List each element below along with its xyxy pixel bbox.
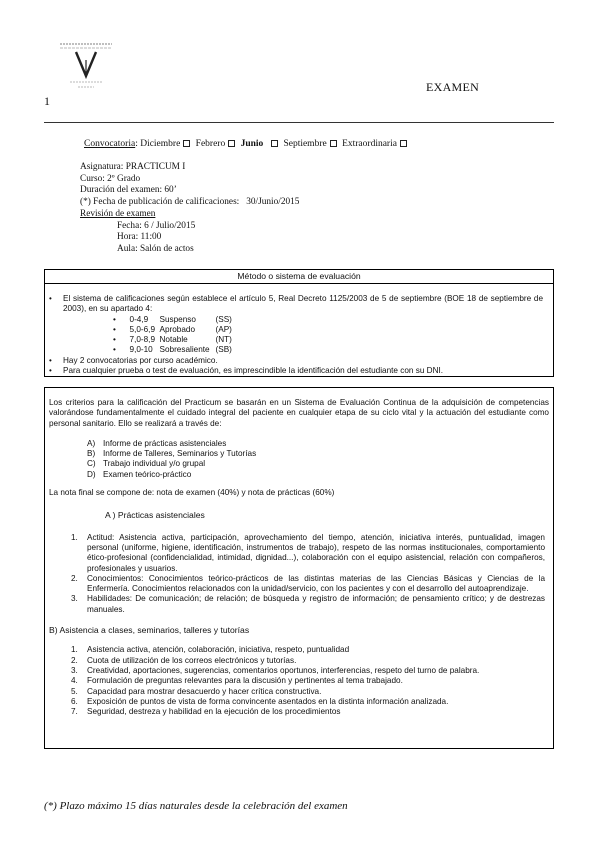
list-item: A) Informe de prácticas asistenciales bbox=[87, 438, 227, 448]
convocatorias-note: • Hay 2 convocatorias por curso académico. bbox=[63, 356, 543, 366]
publicacion-value: 30/Junio/2015 bbox=[246, 197, 300, 208]
option-diciembre: Diciembre bbox=[140, 139, 181, 149]
list-item: 7. Seguridad, destreza y habilidad en la ejecución de los procedimientos bbox=[71, 707, 341, 717]
grade-range: 0-4,9 bbox=[129, 314, 149, 324]
duracion: Duración del examen: 60’ bbox=[80, 185, 177, 196]
list-item: 3. Habilidades: De comunicación; de relación; de búsqueda y registro de información; de pensamiento crítico; y de destrezas manuales. bbox=[71, 594, 545, 614]
option-extraordinaria: Extraordinaria bbox=[342, 139, 397, 149]
exam-title: EXAMEN bbox=[426, 80, 480, 94]
revision-aula: Aula: Salón de actos bbox=[117, 243, 194, 254]
list-item: 4. Formulación de preguntas relevantes para la discusión y pertinentes al tema trabajado. bbox=[71, 676, 403, 686]
list-item: 5. Capacidad para mostrar desacuerdo y hacer crítica constructiva. bbox=[71, 686, 322, 696]
criteria-intro: Los criterios para la calificación del Practicum se basarán en un Sistema de Evaluación Continua de la adquisición de competencias valorándose fundamentalmente el cuidado integral del paciente en cualquier etapa de su ciclo vital y la actuación del estudiante como personal sanitario. Ello se realizará a través de: bbox=[49, 398, 549, 428]
list-item: C) Trabajo individual y/o grupal bbox=[87, 459, 206, 469]
publicacion bbox=[80, 197, 299, 209]
section-b-title: B) Asistencia a clases, seminarios, talleres y tutorías bbox=[49, 625, 250, 636]
grade-range: 7,0-8,9 bbox=[129, 335, 156, 345]
grade-range: 9,0-10 bbox=[129, 345, 153, 355]
option-febrero: Febrero bbox=[195, 139, 226, 149]
grade-code: (NT) bbox=[215, 335, 232, 345]
exam-info bbox=[80, 162, 299, 256]
nota-final: La nota final se compone de: nota de examen (40%) y nota de prácticas (60%) bbox=[49, 488, 335, 498]
convocatoria-label: Convocatoria bbox=[84, 139, 136, 149]
criteria-list bbox=[87, 438, 549, 480]
university-logo bbox=[58, 40, 114, 92]
header-divider bbox=[44, 122, 554, 123]
grade-row: • 0-4,9 Suspenso (SS) bbox=[113, 314, 232, 324]
grade-label: Notable bbox=[159, 335, 188, 345]
revision-fecha: Fecha: 6 / Julio/2015 bbox=[117, 220, 196, 231]
checkbox-junio[interactable] bbox=[271, 140, 278, 147]
list-item: 1. Asistencia activa, atención, colaboración, iniciativa, respeto, puntualidad bbox=[71, 645, 350, 655]
list-item: 1. Actitud: Asistencia activa, participación, aprovechamiento del tiempo, atención, iniciativa interés, puntualidad, imagen personal (uniforme, higiene, identificación, instrumentos de trabajo), respeto de las normas institucionales, comportamiento ético-profesional (confidencialidad, intimidad, dignidad...), colaboración con el equipo asistencial, relación con compañeros, profesionales y usuarios. bbox=[71, 532, 545, 573]
revision-heading: Revisión de examen bbox=[80, 208, 156, 219]
grade-code: (AP) bbox=[215, 324, 232, 334]
checkbox-diciembre[interactable] bbox=[183, 140, 190, 147]
list-item: 2. Conocimientos: Conocimientos teórico-prácticos de las distintas materias de las Ciencias Básicas y Ciencias de la Enfermería. Conocimientos relacionados con la unidad/servicio, con los pacientes y con el desarrollo del autoaprendizaje. bbox=[71, 573, 545, 594]
evaluation-title: Método o sistema de evaluación bbox=[45, 270, 553, 284]
grade-range: 5,0-6,9 bbox=[129, 324, 156, 334]
grade-code: (SS) bbox=[215, 314, 232, 324]
convocatoria-row: Convocatoria: Diciembre Febrero Junio Septiembre Extraordinaria bbox=[84, 139, 410, 149]
grade-row: • 7,0-8,9 Notable (NT) bbox=[113, 335, 232, 345]
grade-label: Sobresaliente bbox=[159, 345, 210, 355]
grade-label: Suspenso bbox=[159, 314, 196, 324]
grade-code: (SB) bbox=[215, 345, 232, 355]
list-item: 3. Creatividad, aportaciones, sugerencias, comentarios oportunos, interferencias, respeto del turno de palabra. bbox=[71, 665, 480, 675]
option-junio: Junio bbox=[240, 139, 264, 149]
evaluation-intro: • El sistema de calificaciones según establece el artículo 5, Real Decreto 1125/2003 de 5 de septiembre (BOE 18 de septiembre de 2003), en su apartado 4: bbox=[63, 294, 543, 315]
section-b-list bbox=[71, 645, 549, 717]
dni-note: • Para cualquier prueba o test de evaluación, es imprescindible la identificación del estudiante con su DNI. bbox=[63, 366, 543, 376]
section-a-list bbox=[71, 532, 545, 615]
grade-row: • 5,0-6,9 Aprobado (AP) bbox=[113, 324, 232, 334]
evaluation-box bbox=[44, 269, 554, 377]
revision-hora: Hora: 11:00 bbox=[117, 232, 162, 243]
footer-note: (*) Plazo máximo 15 días naturales desde la celebración del examen bbox=[44, 800, 348, 812]
checkbox-extraordinaria[interactable] bbox=[400, 140, 407, 147]
list-item: B) Informe de Talleres, Seminarios y Tutorías bbox=[87, 449, 257, 459]
curso: Curso: 2º Grado bbox=[80, 173, 141, 184]
checkbox-septiembre[interactable] bbox=[330, 140, 337, 147]
option-septiembre: Septiembre bbox=[283, 139, 327, 149]
grade-label: Aprobado bbox=[159, 324, 196, 334]
asignatura: Asignatura: PRACTICUM I bbox=[80, 162, 186, 172]
publicacion-label: (*) Fecha de publicación de calificaciones: bbox=[80, 197, 240, 208]
checkbox-febrero[interactable] bbox=[228, 140, 235, 147]
list-item: 2. Cuota de utilización de los correos electrónicos y tutorías. bbox=[71, 655, 297, 665]
list-item: D) Examen teórico-práctico bbox=[87, 469, 192, 479]
grade-row: • 9,0-10 Sobresaliente (SB) bbox=[113, 345, 232, 355]
criteria-box bbox=[44, 387, 554, 749]
list-item: 6. Exposición de puntos de vista de forma convincente asentados en la distinta información analizada. bbox=[71, 696, 449, 706]
page-number: 1 bbox=[44, 94, 50, 108]
section-a-title: A ) Prácticas asistenciales bbox=[105, 510, 205, 521]
